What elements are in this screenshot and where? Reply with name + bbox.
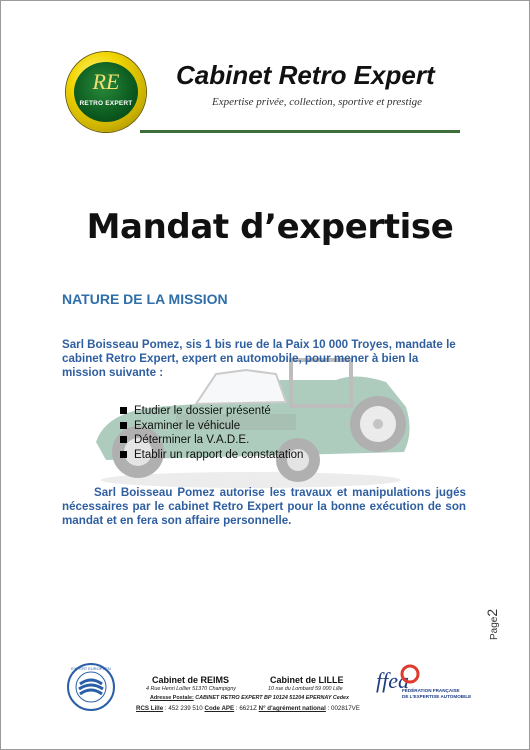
logo-text: RETRO EXPERT [79,100,133,107]
retro-expert-logo [66,52,146,132]
page-number [484,610,502,640]
registration-line [136,705,360,712]
task-label: Etudier le dossier présenté [134,405,271,417]
task-label: Examiner le véhicule [134,419,241,432]
bullet-icon [120,436,127,443]
authorization-paragraph: Sarl Boisseau Pomez autorise les travaux et manipulations jugés nécessaires par le cabinet Retro Expert pour la bonne exécution de son mandat et en fera son affaire personnelle. [62,486,466,527]
postal-address [150,695,349,701]
postal-label: Adresse Postale: [150,695,194,701]
task-item [120,448,303,463]
company-name: Cabinet Retro Expert [176,60,435,90]
task-label: Etablir un rapport de constatation [134,448,304,461]
page-label-text: Page [489,616,500,640]
ffea-line-2: DE L'EXPERTISE AUTOMOBILE [402,694,472,699]
task-label: Déterminer la V.A.D.E. [134,434,250,446]
task-item [120,433,303,448]
reims-office-name: Cabinet de REIMS [152,675,230,685]
task-item [120,419,303,434]
task-item [120,404,303,419]
company-tagline: Expertise privée, collection, sportive et prestige [212,96,423,108]
logo-emblem [74,62,138,122]
ffea-federation-name [402,688,471,700]
bullet-icon [120,422,127,429]
ffea-line-1: FÉDÉRATION FRANÇAISE [402,688,460,693]
lille-office-name: Cabinet de LILLE [270,675,344,685]
ape-value: : 6621Z [235,705,257,712]
ffea-mark: ffea [376,668,409,693]
header-rule [140,130,460,133]
reims-office-address: 4 Rue Henri Lollier 51370 Champigny [146,686,236,692]
agrement-label: N° d'agrément national [258,705,326,712]
page-number-value: 2 [484,608,500,617]
lille-office-address: 10 rue du Lombard 59 000 Lille [268,686,343,692]
bullet-icon [120,407,127,414]
mission-intro: Sarl Boisseau Pomez, sis 1 bis rue de la Paix 10 000 Troyes, mandate le cabinet Retro Expert, expert en automobile, pour mener à bien la mission suivante : [62,338,456,379]
rcs-value: : 452 239 510 [164,705,203,712]
logo-monogram: RE [92,69,120,94]
agrement-value: : 002817VE [327,705,360,712]
task-list [120,404,303,462]
bullet-icon [120,451,127,458]
document-title: Mandat d’expertise [86,207,454,247]
postal-value: CABINET RETRO EXPERT BP 10124 51204 EPERNAY Cedex [195,695,350,701]
section-heading: NATURE DE LA MISSION [62,291,228,307]
ffea-logo-icon [376,664,426,708]
rcs-label: RCS Lille [136,705,164,712]
ape-label: Code APE [204,705,235,712]
expert-europeen-seal-icon [66,662,116,712]
seal-text: EXPERT EUROPEEN [71,666,111,671]
